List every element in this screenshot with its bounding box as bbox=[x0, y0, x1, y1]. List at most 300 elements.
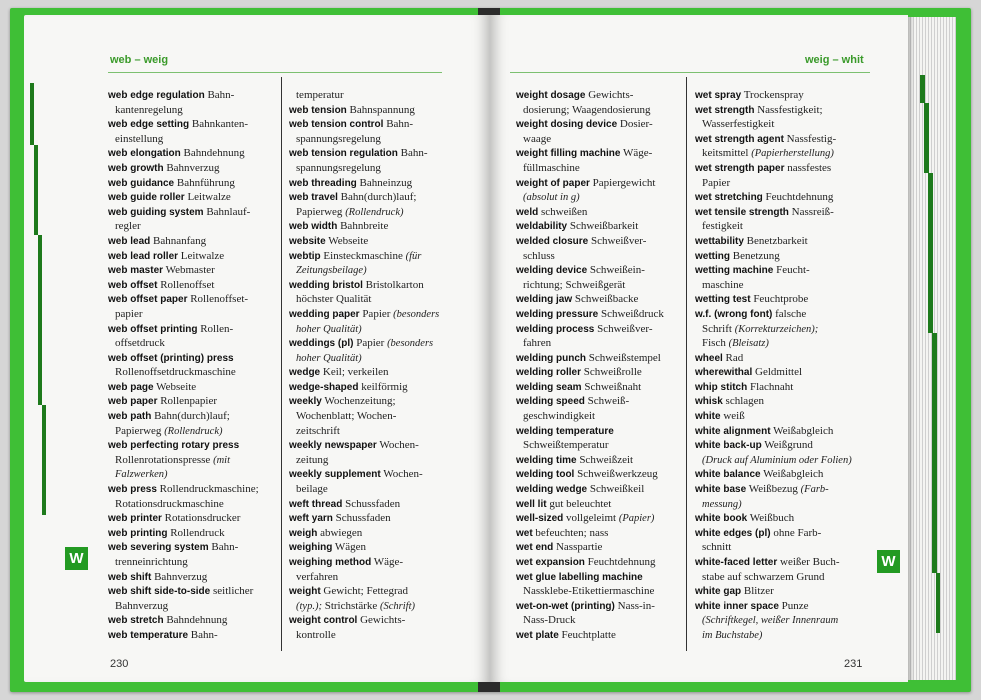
entry-headword: wet stretching bbox=[695, 192, 763, 204]
dictionary-entry bbox=[289, 613, 465, 628]
dictionary-entry bbox=[108, 628, 284, 643]
edge-index-marker bbox=[928, 173, 933, 333]
entry-headword: web tension regulation bbox=[289, 148, 398, 160]
dictionary-entry bbox=[108, 599, 284, 614]
entry-headword: welding speed bbox=[516, 396, 585, 408]
entry-translation: schluss bbox=[523, 249, 555, 262]
entry-translation: Bahnbreite bbox=[340, 220, 389, 233]
entry-headword: weight of paper bbox=[516, 177, 590, 189]
entry-translation: dosierung; Waagendosierung bbox=[523, 103, 651, 116]
right-page-header: weig – whit bbox=[805, 54, 864, 66]
entry-headword: wet strength paper bbox=[695, 162, 785, 174]
entry-translation: Schrift bbox=[702, 322, 732, 335]
dictionary-entry bbox=[516, 322, 692, 337]
dictionary-entry bbox=[108, 103, 284, 118]
entry-headword: wettability bbox=[695, 235, 744, 247]
left-page-header: web – weig bbox=[110, 54, 169, 66]
entry-translation: Bahneinzug bbox=[359, 176, 413, 189]
entry-translation: falsche bbox=[775, 307, 807, 320]
entry-translation: Bahnkanten- bbox=[191, 118, 249, 131]
entry-headword: welding time bbox=[516, 454, 577, 466]
dictionary-entry bbox=[289, 540, 465, 555]
left-column-1 bbox=[108, 88, 284, 643]
entry-headword: weight dosage bbox=[516, 90, 586, 101]
entry-note: (Schriftkegel, weißer Innenraum bbox=[702, 615, 839, 627]
dictionary-entry bbox=[695, 117, 871, 132]
entry-translation: Feuchtdehnung bbox=[587, 556, 656, 568]
entry-translation: Bahnspannung bbox=[349, 103, 415, 116]
entry-headword: web page bbox=[108, 381, 154, 393]
entry-translation: Feucht- bbox=[776, 264, 810, 277]
dictionary-entry bbox=[695, 132, 871, 147]
dictionary-entry bbox=[516, 263, 692, 278]
entry-translation: Wäge- bbox=[373, 556, 404, 568]
entry-headword: web lead roller bbox=[108, 250, 179, 262]
dictionary-entry bbox=[516, 103, 692, 118]
dictionary-entry bbox=[695, 453, 871, 468]
dictionary-entry bbox=[108, 511, 284, 526]
entry-translation: Bahn- bbox=[400, 147, 428, 160]
dictionary-entry bbox=[108, 540, 284, 555]
entry-headword: weight control bbox=[289, 615, 358, 627]
dictionary-entry bbox=[695, 555, 871, 570]
entry-headword: weekly supplement bbox=[289, 469, 381, 481]
entry-headword: wheel bbox=[695, 352, 723, 364]
entry-translation: Schweißtemperatur bbox=[523, 439, 609, 452]
entry-translation: Schweiß- bbox=[587, 395, 630, 408]
dictionary-entry bbox=[695, 380, 871, 395]
entry-note: im Buchstabe) bbox=[702, 629, 763, 641]
entry-translation: geschwindigkeit bbox=[523, 410, 596, 423]
dictionary-entry bbox=[108, 351, 284, 366]
entry-translation: fahren bbox=[523, 337, 552, 350]
entry-headword: well lit bbox=[516, 498, 547, 510]
entry-note: (Farb- bbox=[800, 484, 829, 496]
dictionary-entry bbox=[695, 351, 871, 366]
entry-translation: Blitzer bbox=[743, 585, 774, 598]
entry-translation: spannungsregelung bbox=[296, 161, 381, 174]
dictionary-entry bbox=[516, 628, 692, 643]
entry-translation: Nassreiß- bbox=[791, 205, 834, 218]
entry-translation: regler bbox=[115, 220, 141, 233]
entry-translation: Weißbezug bbox=[748, 483, 798, 496]
entry-headword: whip stitch bbox=[695, 381, 748, 393]
dictionary-entry bbox=[695, 176, 871, 191]
entry-headword: white gap bbox=[695, 586, 742, 598]
edge-index-marker bbox=[920, 75, 925, 103]
right-header-rule bbox=[510, 72, 870, 73]
entry-headword: wetting bbox=[695, 250, 730, 262]
entry-translation: Fisch bbox=[702, 337, 726, 350]
entry-translation: Wasserfestigkeit bbox=[702, 118, 775, 131]
dictionary-entry bbox=[695, 497, 871, 512]
entry-translation: stabe auf schwarzem Grund bbox=[702, 570, 825, 583]
dictionary-entry bbox=[289, 526, 465, 541]
dictionary-entry bbox=[108, 394, 284, 409]
entry-headword: web threading bbox=[289, 177, 357, 189]
dictionary-entry bbox=[108, 424, 284, 439]
dictionary-entry bbox=[695, 146, 871, 161]
entry-headword: wet glue labelling machine bbox=[516, 571, 643, 583]
dictionary-entry bbox=[695, 292, 871, 307]
entry-translation: Wäge- bbox=[623, 147, 653, 160]
entry-translation: Leitwalze bbox=[187, 191, 231, 204]
left-page-number: 230 bbox=[110, 658, 129, 670]
dictionary-entry bbox=[516, 613, 692, 628]
dictionary-entry bbox=[695, 424, 871, 439]
entry-translation: Schweißkeil bbox=[589, 483, 645, 496]
entry-headword: welded closure bbox=[516, 235, 589, 247]
entry-headword: web growth bbox=[108, 162, 164, 174]
entry-translation: Papier bbox=[362, 307, 391, 320]
dictionary-entry bbox=[516, 161, 692, 176]
entry-translation: Schussfaden bbox=[345, 497, 401, 510]
dictionary-entry bbox=[516, 424, 692, 439]
entry-headword: welding seam bbox=[516, 381, 582, 393]
entry-translation: Leitwalze bbox=[180, 249, 225, 262]
dictionary-entry bbox=[695, 336, 871, 351]
dictionary-entry bbox=[289, 570, 465, 585]
entry-translation: Einsteckmaschine bbox=[323, 249, 403, 262]
entry-headword: welding roller bbox=[516, 367, 582, 379]
dictionary-entry bbox=[516, 453, 692, 468]
entry-translation: Rollenpapier bbox=[160, 395, 218, 408]
dictionary-entry bbox=[516, 351, 692, 366]
entry-headword: wetting test bbox=[695, 294, 751, 306]
entry-headword: weft thread bbox=[289, 498, 343, 510]
dictionary-entry bbox=[695, 467, 871, 482]
dictionary-entry bbox=[289, 599, 465, 614]
entry-translation: kontrolle bbox=[296, 628, 336, 641]
entry-translation: Rollenrotationspresse bbox=[115, 453, 211, 466]
entry-translation: Feuchtplatte bbox=[561, 628, 616, 641]
entry-translation: Rollenoffset- bbox=[190, 293, 249, 306]
entry-translation: Nass-in- bbox=[617, 599, 655, 612]
entry-headword: wedge bbox=[289, 367, 321, 379]
entry-translation: Gewicht; Fettegrad bbox=[323, 585, 409, 598]
entry-translation: Rad bbox=[725, 351, 744, 364]
entry-translation: gut beleuchtet bbox=[549, 497, 612, 510]
dictionary-entry bbox=[289, 190, 465, 205]
dictionary-entry bbox=[289, 103, 465, 118]
dictionary-entry bbox=[695, 394, 871, 409]
entry-headword: welding temperature bbox=[516, 425, 614, 437]
entry-translation: Webmaster bbox=[165, 264, 215, 277]
entry-headword: white inner space bbox=[695, 600, 779, 612]
entry-headword: web severing system bbox=[108, 542, 209, 554]
entry-translation: Dosier- bbox=[619, 118, 653, 131]
entry-note: (absolut in g) bbox=[523, 192, 580, 204]
dictionary-entry bbox=[516, 190, 692, 205]
entry-headword: welding wedge bbox=[516, 484, 588, 496]
dictionary-entry bbox=[108, 467, 284, 482]
entry-headword: web travel bbox=[289, 192, 338, 204]
dictionary-entry bbox=[289, 438, 465, 453]
edge-index-marker bbox=[924, 103, 929, 173]
entry-translation: Schweißstempel bbox=[588, 351, 661, 364]
dictionary-entry bbox=[108, 249, 284, 264]
right-page-number: 231 bbox=[844, 658, 863, 670]
entry-headword: white book bbox=[695, 513, 748, 525]
entry-note: messung) bbox=[702, 498, 742, 510]
entry-translation: Bahndehnung bbox=[183, 147, 245, 160]
entry-translation: offsetdruck bbox=[115, 337, 165, 350]
entry-translation: Keil; verkeilen bbox=[322, 366, 389, 379]
entry-headword: weight bbox=[289, 586, 321, 598]
entry-translation: schlagen bbox=[725, 395, 765, 408]
entry-translation: papier bbox=[115, 307, 143, 320]
entry-note: (mit bbox=[213, 454, 230, 466]
entry-translation: Schweißbacke bbox=[574, 293, 639, 306]
entry-note: (besonders bbox=[387, 338, 434, 350]
entry-translation: einstellung bbox=[115, 132, 164, 145]
dictionary-entry bbox=[695, 161, 871, 176]
dictionary-entry bbox=[289, 249, 465, 264]
entry-translation: Schweißein- bbox=[589, 264, 645, 277]
entry-headword: welding device bbox=[516, 265, 588, 277]
dictionary-entry bbox=[289, 409, 465, 424]
entry-translation: Bahn- bbox=[211, 541, 239, 554]
entry-headword: web offset bbox=[108, 279, 158, 291]
entry-headword: weft yarn bbox=[289, 513, 333, 525]
entry-note: hoher Qualität) bbox=[296, 323, 362, 335]
dictionary-entry bbox=[108, 219, 284, 234]
entry-note: (für bbox=[405, 250, 422, 262]
entry-translation: Bahnführung bbox=[176, 176, 235, 189]
dictionary-entry bbox=[695, 511, 871, 526]
entry-note: (Rollendruck) bbox=[345, 206, 404, 218]
edge-index-marker bbox=[932, 333, 937, 573]
entry-translation: Trockenspray bbox=[743, 89, 804, 101]
dictionary-entry bbox=[108, 322, 284, 337]
entry-translation: richtung; Schweißgerät bbox=[523, 278, 626, 291]
dictionary-entry bbox=[516, 599, 692, 614]
dictionary-entry bbox=[695, 482, 871, 497]
entry-headword: webtip bbox=[289, 250, 321, 262]
edge-index-marker bbox=[34, 145, 38, 235]
entry-translation: Schweißbarkeit bbox=[569, 220, 639, 233]
dictionary-entry bbox=[289, 453, 465, 468]
dictionary-entry bbox=[108, 117, 284, 132]
entry-translation: zeitung bbox=[296, 453, 329, 466]
dictionary-entry bbox=[289, 394, 465, 409]
dictionary-entry bbox=[289, 497, 465, 512]
dictionary-entry bbox=[289, 161, 465, 176]
dictionary-entry bbox=[516, 394, 692, 409]
edge-index-marker bbox=[42, 405, 46, 515]
entry-translation: Weißabgleich bbox=[763, 468, 824, 481]
entry-headword: weight filling machine bbox=[516, 148, 621, 160]
entry-translation: Papier bbox=[702, 176, 731, 189]
dictionary-entry bbox=[108, 570, 284, 585]
edge-index-marker bbox=[38, 235, 42, 405]
entry-headword: white edges (pl) bbox=[695, 527, 771, 539]
dictionary-entry bbox=[108, 263, 284, 278]
entry-headword: web shift side-to-side bbox=[108, 586, 211, 598]
dictionary-entry bbox=[108, 453, 284, 468]
dictionary-entry bbox=[108, 380, 284, 395]
entry-headword: web edge regulation bbox=[108, 90, 205, 101]
right-column-2 bbox=[695, 88, 871, 643]
edge-index-marker bbox=[936, 573, 940, 633]
dictionary-entry bbox=[289, 628, 465, 643]
entry-translation: Webseite bbox=[328, 234, 369, 247]
entry-translation: Weißgrund bbox=[764, 439, 813, 452]
left-page bbox=[24, 15, 490, 682]
dictionary-entry bbox=[516, 219, 692, 234]
entry-headword: web paper bbox=[108, 396, 158, 408]
entry-headword: whisk bbox=[695, 396, 723, 408]
dictionary-entry bbox=[108, 146, 284, 161]
entry-headword: wet tensile strength bbox=[695, 206, 789, 218]
entry-headword: web printing bbox=[108, 527, 168, 539]
entry-headword: well-sized bbox=[516, 513, 564, 525]
entry-translation: beilage bbox=[296, 483, 328, 496]
dictionary-entry bbox=[289, 205, 465, 220]
dictionary-entry bbox=[695, 599, 871, 614]
entry-headword: web shift bbox=[108, 571, 152, 583]
dictionary-entry bbox=[516, 555, 692, 570]
dictionary-entry bbox=[289, 307, 465, 322]
entry-headword: welding punch bbox=[516, 352, 586, 364]
entry-translation: Punze bbox=[781, 599, 809, 612]
entry-translation: Benetzbarkeit bbox=[746, 234, 808, 247]
entry-translation: ohne Farb- bbox=[773, 526, 822, 539]
entry-translation: Rollenoffset bbox=[160, 278, 215, 291]
entry-headword: web press bbox=[108, 484, 157, 496]
entry-translation: schweißen bbox=[540, 205, 588, 218]
entry-translation: festigkeit bbox=[702, 220, 743, 233]
dictionary-entry bbox=[289, 88, 465, 103]
dictionary-entry bbox=[695, 438, 871, 453]
entry-headword: weight dosing device bbox=[516, 119, 618, 131]
left-column-2 bbox=[289, 88, 465, 643]
entry-headword: web temperature bbox=[108, 629, 189, 641]
entry-translation: Weißabgleich bbox=[773, 424, 834, 437]
entry-translation: Bahn- bbox=[190, 628, 218, 641]
entry-note: (Papierherstellung) bbox=[751, 148, 834, 160]
entry-translation: Schweißnaht bbox=[584, 380, 642, 393]
dictionary-entry bbox=[108, 132, 284, 147]
entry-translation: weiß bbox=[723, 410, 745, 423]
entry-headword: wet spray bbox=[695, 90, 742, 101]
dictionary-entry bbox=[289, 322, 465, 337]
entry-translation: Rollendruckmaschine; bbox=[159, 483, 259, 496]
entry-headword: wet-on-wet (printing) bbox=[516, 600, 615, 612]
dictionary-entry bbox=[289, 219, 465, 234]
dictionary-entry bbox=[108, 88, 284, 103]
entry-translation: spannungsregelung bbox=[296, 132, 381, 145]
entry-note: (Rollendruck) bbox=[164, 425, 223, 437]
dictionary-entry bbox=[289, 278, 465, 293]
entry-headword: wherewithal bbox=[695, 367, 753, 379]
entry-headword: welding pressure bbox=[516, 308, 599, 320]
dictionary-entry bbox=[516, 234, 692, 249]
entry-headword: web offset paper bbox=[108, 294, 188, 306]
dictionary-entry bbox=[695, 205, 871, 220]
dictionary-entry bbox=[289, 117, 465, 132]
entry-translation: weißer Buch- bbox=[780, 556, 840, 568]
dictionary-entry bbox=[695, 570, 871, 585]
entry-translation: Wägen bbox=[334, 541, 367, 554]
entry-headword: wedding bristol bbox=[289, 279, 363, 291]
entry-translation: zeitschrift bbox=[296, 424, 340, 437]
dictionary-entry bbox=[108, 584, 284, 599]
entry-translation: seitlicher bbox=[212, 585, 254, 598]
dictionary-entry bbox=[695, 628, 871, 643]
entry-headword: white-faced letter bbox=[695, 557, 778, 568]
dictionary-entry bbox=[108, 161, 284, 176]
entry-note: (Bleisatz) bbox=[728, 338, 769, 350]
entry-translation: Benetzung bbox=[732, 249, 780, 262]
entry-translation: temperatur bbox=[296, 89, 344, 101]
dictionary-entry bbox=[289, 424, 465, 439]
entry-translation: Bahn(durch)lauf; bbox=[154, 410, 230, 423]
entry-translation: vollgeleimt bbox=[566, 512, 617, 525]
dictionary-entry bbox=[289, 336, 465, 351]
entry-headword: w.f. (wrong font) bbox=[695, 308, 773, 320]
entry-translation: Schussfaden bbox=[335, 512, 391, 525]
dictionary-entry bbox=[108, 234, 284, 249]
entry-translation: Bahnverzug bbox=[166, 161, 220, 174]
dictionary-entry bbox=[289, 351, 465, 366]
dictionary-entry bbox=[289, 176, 465, 191]
dictionary-entry bbox=[289, 263, 465, 278]
entry-note: (Korrekturzeichen); bbox=[734, 323, 819, 335]
entry-headword: web printer bbox=[108, 513, 162, 525]
dictionary-entry bbox=[108, 555, 284, 570]
entry-translation: keitsmittel bbox=[702, 147, 749, 160]
entry-headword: wet strength bbox=[695, 104, 755, 116]
dictionary-entry bbox=[108, 613, 284, 628]
dictionary-entry bbox=[516, 526, 692, 541]
dictionary-entry bbox=[516, 584, 692, 599]
entry-translation: waage bbox=[523, 132, 552, 145]
entry-translation: Papierweg bbox=[296, 205, 343, 218]
entry-translation: Schweißdruck bbox=[601, 307, 664, 320]
entry-translation: schnitt bbox=[702, 541, 732, 554]
entry-translation: Nassklebe-Etikettiermaschine bbox=[523, 585, 655, 598]
dictionary-entry bbox=[108, 409, 284, 424]
dictionary-entry bbox=[695, 219, 871, 234]
left-column-divider bbox=[281, 77, 282, 651]
dictionary-entry bbox=[695, 234, 871, 249]
dictionary-entry bbox=[516, 438, 692, 453]
dictionary-entry bbox=[516, 409, 692, 424]
entry-headword: welding jaw bbox=[516, 294, 573, 306]
entry-headword: white balance bbox=[695, 469, 761, 481]
entry-headword: wet strength agent bbox=[695, 133, 784, 145]
entry-translation: Rotationsdruckmaschine bbox=[115, 497, 224, 510]
entry-headword: wetting machine bbox=[695, 265, 774, 277]
entry-headword: web lead bbox=[108, 235, 151, 247]
entry-headword: web perfecting rotary press bbox=[108, 440, 240, 452]
dictionary-entry bbox=[516, 380, 692, 395]
edge-index-marker bbox=[30, 83, 34, 145]
dictionary-entry bbox=[516, 307, 692, 322]
entry-translation: Papiergewicht bbox=[592, 176, 656, 189]
entry-note: (Papier) bbox=[618, 513, 655, 525]
entry-headword: web offset printing bbox=[108, 323, 198, 335]
dictionary-entry bbox=[108, 292, 284, 307]
dictionary-entry bbox=[695, 322, 871, 337]
entry-headword: web master bbox=[108, 265, 164, 277]
entry-headword: weigh bbox=[289, 527, 318, 539]
dictionary-entry bbox=[516, 336, 692, 351]
right-page bbox=[490, 15, 908, 682]
entry-translation: Nassfestig- bbox=[786, 132, 837, 145]
entry-translation: Bahn(durch)lauf; bbox=[340, 191, 417, 204]
